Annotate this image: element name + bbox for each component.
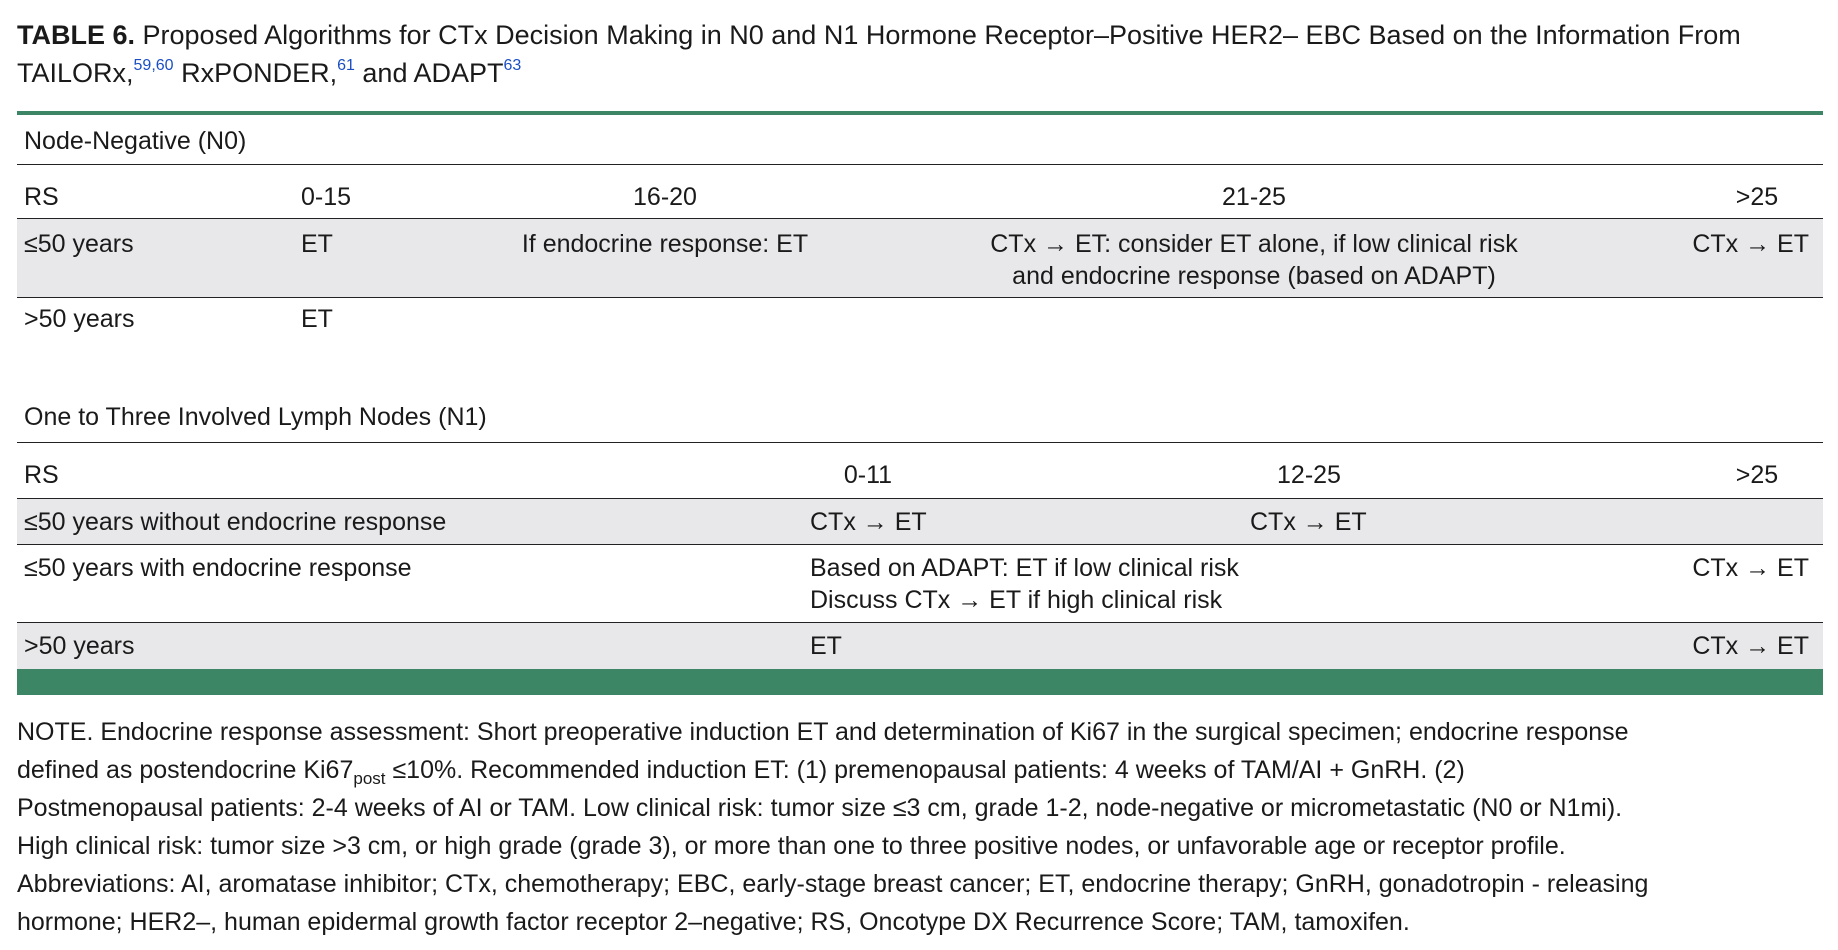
n1-header-12-25: 12-25 [1277, 461, 1341, 489]
note-line-part: defined as postendocrine Ki67 [17, 756, 354, 784]
n0-row-gt50 [17, 298, 1823, 348]
cell-0-11: CTx → ET [810, 508, 927, 536]
n1-section-row [17, 397, 1823, 443]
caption-ref-tailorx[interactable]: 59,60 [133, 57, 174, 74]
n1-header-gt25: >25 [1735, 461, 1779, 489]
n1-row-le50-with [17, 545, 1823, 623]
n0-section-title: Node-Negative (N0) [24, 127, 247, 155]
row-label: ≤50 years with endocrine response [24, 554, 412, 582]
caption-text: Proposed Algorithms for CTx Decision Making in N0 and N1 Hormone Receptor–Positive HER2– EBC Based on the Information From TAILORx, [17, 20, 1741, 88]
cell-gt25: CTx → ET [1692, 632, 1809, 660]
cell-21-25-line2: and endocrine response (based on ADAPT) [1012, 262, 1496, 290]
table-bottom-bar [17, 669, 1823, 695]
n0-header-0-15: 0-15 [301, 183, 352, 211]
cell-12-25: CTx → ET [1250, 508, 1367, 536]
n1-section-title: One to Three Involved Lymph Nodes (N1) [24, 403, 487, 431]
n0-row-le50 [17, 219, 1823, 298]
cell-0-15: ET [301, 305, 333, 333]
table-caption [17, 16, 1823, 92]
table-footnote [17, 713, 1823, 941]
n0-header-rs: RS [24, 183, 59, 211]
n0-header-gt25: >25 [1735, 183, 1779, 211]
row-label: >50 years [24, 305, 135, 333]
note-line: Postmenopausal patients: 2-4 weeks of AI or TAM. Low clinical risk: tumor size ≤3 cm, grade 1-2, node-negative or micrometastatic (N0 or N1mi). [17, 794, 1623, 822]
note-line-part: ≤10%. Recommended induction ET: (1) premenopausal patients: 4 weeks of TAM/AI + GnRH. (2) [385, 756, 1465, 784]
cell-0-15: ET [301, 230, 333, 258]
row-label: ≤50 years without endocrine response [24, 508, 447, 536]
caption-ref-adapt[interactable]: 63 [503, 57, 522, 74]
cell-0-25-line2: Discuss CTx → ET if high clinical risk [810, 586, 1223, 614]
caption-label: TABLE 6. [17, 20, 136, 50]
n0-header-16-20: 16-20 [633, 183, 697, 211]
caption-text-3: and ADAPT [354, 58, 504, 88]
note-line: NOTE. Endocrine response assessment: Short preoperative induction ET and determination of Ki67 in the surgical specimen; endocrine response [17, 718, 1629, 746]
cell-0-25: ET [810, 632, 842, 660]
n1-row-le50-without [17, 499, 1823, 545]
n0-header-21-25: 21-25 [1222, 183, 1286, 211]
ki67-post-subscript: post [353, 769, 386, 788]
cell-gt25: CTx → ET [1692, 230, 1809, 258]
note-line [17, 751, 1823, 789]
cell-0-25-line1: Based on ADAPT: ET if low clinical risk [810, 554, 1239, 582]
n0-section-row [17, 115, 1823, 165]
n1-header-0-11: 0-11 [843, 461, 893, 489]
row-label: ≤50 years [24, 230, 134, 258]
note-line: High clinical risk: tumor size >3 cm, or high grade (grade 3), or more than one to three positive nodes, or unfavorable age or receptor profile. [17, 832, 1566, 860]
note-line: Abbreviations: AI, aromatase inhibitor; CTx, chemotherapy; EBC, early-stage breast cancer; ET, endocrine therapy; GnRH, gonadotropin - releasing [17, 870, 1649, 898]
cell-16-20: If endocrine response: ET [521, 230, 809, 258]
cell-gt25: CTx → ET [1692, 554, 1809, 582]
row-label: >50 years [24, 632, 135, 660]
caption-ref-rxponder[interactable]: 61 [337, 57, 355, 74]
n1-header-rs: RS [24, 461, 59, 489]
n0-header-row [17, 165, 1823, 219]
caption-text-2: RxPONDER, [173, 58, 338, 88]
table-figure [17, 0, 1823, 950]
note-line: hormone; HER2–, human epidermal growth factor receptor 2–negative; RS, Oncotype DX Recurrence Score; TAM, tamoxifen. [17, 908, 1410, 936]
cell-21-25-line1: CTx → ET: consider ET alone, if low clinical risk [990, 230, 1518, 258]
n1-header-row [17, 443, 1823, 499]
n1-row-gt50 [17, 623, 1823, 669]
